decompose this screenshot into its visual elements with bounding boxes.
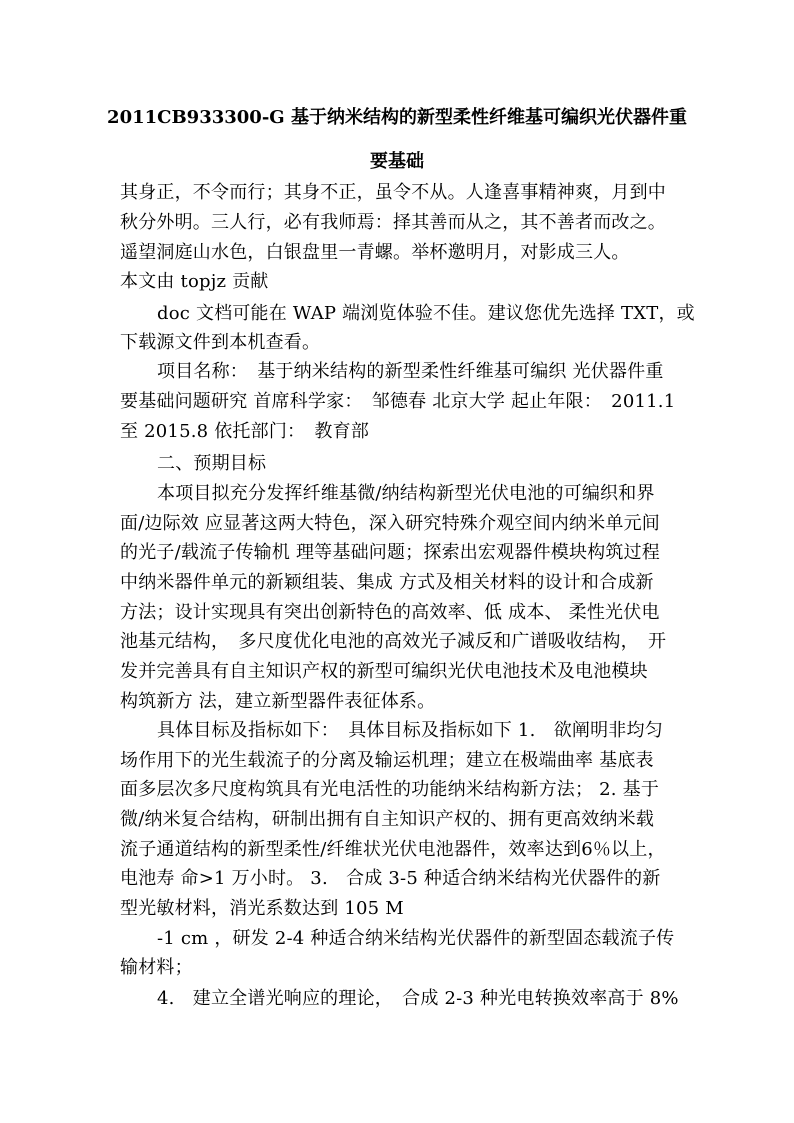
- paragraph-line: 4. 建立全谱光响应的理论， 合成 2-3 种光电转换效率高于 8%: [157, 988, 679, 1009]
- paragraph-line: 遥望洞庭山水色，白银盘里一青螺。举杯邀明月，对影成三人。: [120, 242, 630, 263]
- paragraph-line: 具体目标及指标如下： 具体目标及指标如下 1. 欲阐明非均匀: [157, 720, 663, 741]
- paragraph-line: 池基元结构， 多尺度优化电池的高效光子减反和广谱吸收结构， 开: [120, 631, 667, 652]
- paragraph-line: 本项目拟充分发挥纤维基微/纳结构新型光伏电池的可编织和界: [157, 483, 655, 504]
- paragraph-line: 构筑新方 法，建立新型器件表征体系。: [120, 691, 436, 712]
- paragraph-line: 型光敏材料，消光系数达到 105 M: [120, 898, 404, 919]
- paragraph-line: 方法；设计实现具有突出创新特色的高效率、低 成本、 柔性光伏电: [120, 602, 660, 623]
- paragraph-line: 面多层次多尺度构筑具有光电活性的功能纳米结构新方法； 2. 基于: [120, 779, 660, 800]
- paragraph-line: 的光子/载流子传输机 理等基础问题；探索出宏观器件模块构筑过程: [120, 542, 660, 563]
- paragraph-line: 电池寿 命>1 万小时。 3. 合成 3-5 种适合纳米结构光伏器件的新: [120, 868, 661, 889]
- document-title-line-2: 要基础: [370, 151, 424, 172]
- project-info-line: 项目名称： 基于纳米结构的新型柔性纤维基可编织 光伏器件重: [157, 361, 664, 382]
- section-heading: 二、预期目标: [157, 453, 267, 474]
- paragraph-line: 面/边际效 应显著这两大特色，深入研究特殊介观空间内纳米单元间: [120, 513, 660, 534]
- notice-line: doc 文档可能在 WAP 端浏览体验不佳。建议您优先选择 TXT，或: [157, 303, 695, 324]
- paragraph-line: 中纳米器件单元的新颖组装、集成 方式及相关材料的设计和合成新: [120, 572, 654, 593]
- paragraph-line: 秋分外明。三人行，必有我师焉：择其善而从之，其不善者而改之。: [120, 212, 666, 233]
- paragraph-line: -1 cm ，研发 2-4 种适合纳米结构光伏器件的新型固态载流子传: [157, 928, 675, 949]
- paragraph-line: 其身正，不令而行；其身不正，虽令不从。人逢喜事精神爽，月到中: [120, 182, 666, 203]
- contributor-line: 本文由 topjz 贡献: [120, 271, 269, 292]
- paragraph-line: 输材料；: [120, 957, 193, 978]
- project-info-line: 至 2015.8 依托部门： 教育部: [120, 421, 370, 442]
- document-title-line-1: 2011CB933300-G 基于纳米结构的新型柔性纤维基可编织光伏器件重: [107, 107, 687, 128]
- paragraph-line: 微/纳米复合结构，研制出拥有自主知识产权的、拥有更高效纳米载: [120, 809, 655, 830]
- paragraph-line: 发并完善具有自主知识产权的新型可编织光伏电池技术及电池模块: [120, 661, 648, 682]
- project-info-line: 要基础问题研究 首席科学家： 邹德春 北京大学 起止年限： 2011.1: [120, 391, 676, 412]
- paragraph-line: 流子通道结构的新型柔性/纤维状光伏电池器件，效率达到6％以上，: [120, 839, 666, 860]
- notice-line: 下载源文件到本机查看。: [120, 332, 321, 353]
- paragraph-line: 场作用下的光生载流子的分离及输运机理；建立在极端曲率 基底表: [120, 750, 654, 771]
